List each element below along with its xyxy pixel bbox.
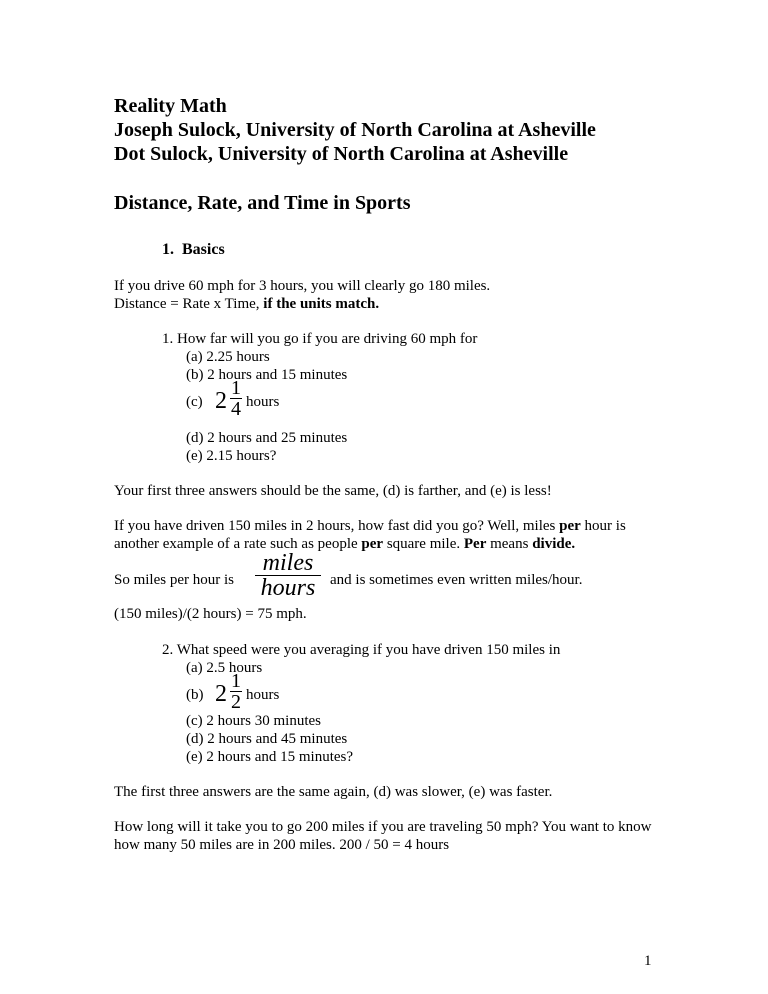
q2-b-numerator: 1 (231, 670, 241, 692)
q2-stem: 2. What speed were you averaging if you have driven 150 miles in (162, 642, 561, 658)
author-line-2: Dot Sulock, University of North Carolina at Asheville (114, 143, 569, 165)
q1-c-fraction (230, 378, 242, 419)
q1-option-b: (b) 2 hours and 15 minutes (186, 367, 348, 383)
q2-option-d: (d) 2 hours and 45 minutes (186, 731, 348, 747)
rate-para-line-2: another example of a rate such as people per square mile. Per means divide. (114, 536, 576, 552)
q2-b-whole: 2 (215, 681, 227, 707)
q1-option-d: (d) 2 hours and 25 minutes (186, 430, 348, 446)
author-line-1: Joseph Sulock, University of North Carolina at Asheville (114, 119, 596, 141)
q2-option-b-label: (b) (186, 687, 204, 703)
section-title: Basics (182, 241, 225, 258)
fraction-numerator-miles: miles (262, 550, 314, 576)
topic-heading: Distance, Rate, and Time in Sports (114, 192, 411, 214)
intro-line-2: Distance = Rate x Time, if the units match. (114, 296, 380, 312)
rate-para-line-1: If you have driven 150 miles in 2 hours, how fast did you go? Well, miles per hour is (114, 518, 626, 534)
answer-note-1: Your first three answers should be the same, (d) is farther, and (e) is less! (114, 483, 552, 499)
q2-option-c: (c) 2 hours 30 minutes (186, 713, 321, 729)
rate-example: (150 miles)/(2 hours) = 75 mph. (114, 606, 307, 622)
q2-option-e: (e) 2 hours and 15 minutes? (186, 749, 354, 765)
q2-b-denominator: 2 (231, 691, 241, 713)
miles-per-hour-fraction (255, 551, 321, 600)
q1-stem: 1. How far will you go if you are driving 60 mph for (162, 331, 478, 347)
q1-option-e: (e) 2.15 hours? (186, 448, 277, 464)
q1-option-a: (a) 2.25 hours (186, 349, 270, 365)
q2-option-a: (a) 2.5 hours (186, 660, 263, 676)
document-title: Reality Math (114, 95, 227, 117)
q2-b-unit: hours (246, 687, 280, 703)
section-number: 1. (162, 241, 174, 258)
intro-emphasis: if the units match. (263, 296, 380, 312)
q1-c-whole: 2 (215, 388, 227, 414)
time-para-line-1: How long will it take you to go 200 miles if you are traveling 50 mph? You want to know (114, 819, 652, 835)
page-number: 1 (644, 953, 652, 969)
q2-b-fraction (230, 671, 242, 712)
q1-c-numerator: 1 (231, 377, 241, 399)
time-para-line-2: how many 50 miles are in 200 miles. 200 / 50 = 4 hours (114, 837, 450, 853)
q1-c-unit: hours (246, 394, 280, 410)
rate-para-line-3-suffix: and is sometimes even written miles/hour. (330, 572, 583, 588)
fraction-denominator-hours: hours (260, 575, 316, 601)
intro-line-1: If you drive 60 mph for 3 hours, you will clearly go 180 miles. (114, 278, 491, 294)
answer-note-2: The first three answers are the same again, (d) was slower, (e) was faster. (114, 784, 553, 800)
section-heading (162, 241, 225, 259)
rate-para-line-3-prefix: So miles per hour is (114, 572, 234, 588)
q1-option-c-label: (c) (186, 394, 203, 410)
q1-c-denominator: 4 (231, 398, 241, 420)
